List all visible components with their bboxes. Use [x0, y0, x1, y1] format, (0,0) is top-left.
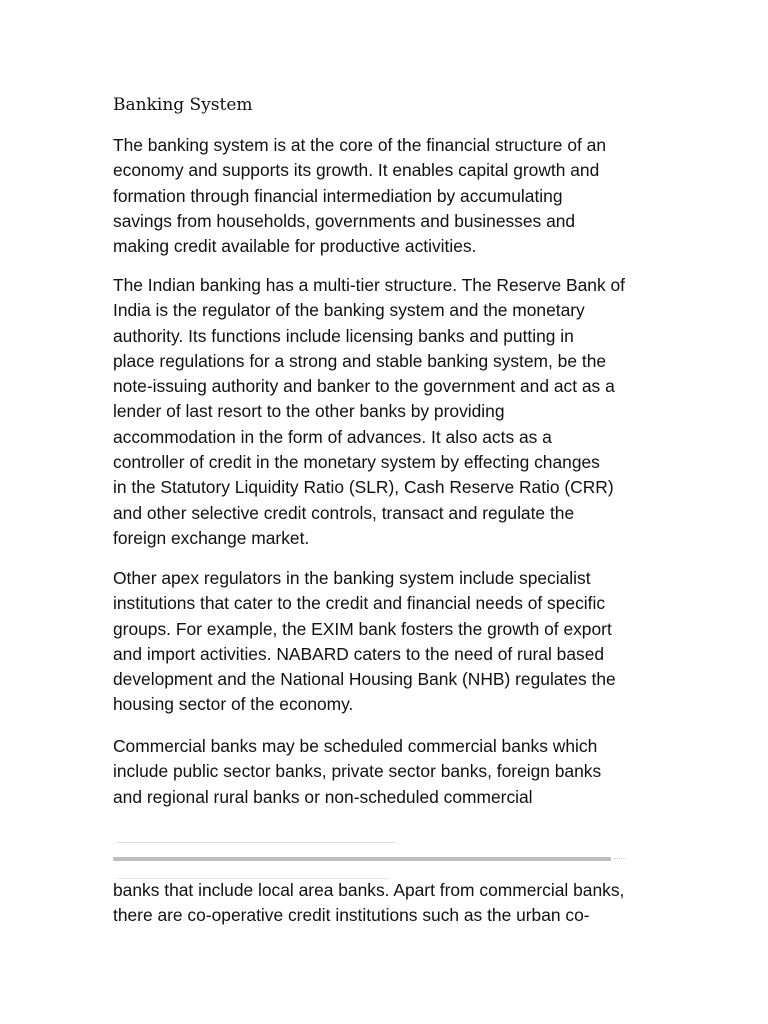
text-line: Other apex regulators in the banking system include specialist [113, 568, 591, 588]
paragraph-commercial-banks [113, 734, 673, 810]
text-line: foreign exchange market. [113, 527, 310, 548]
paragraph-banking-intro [113, 133, 673, 259]
text-line: Commercial banks may be scheduled commercial banks which [113, 736, 598, 756]
text-line: controller of credit in the monetary system by effecting changes [113, 452, 600, 473]
text-line: economy and supports its growth. It enables capital growth and [113, 160, 600, 181]
text-line: development and the National Housing Bank (NHB) regulates the [113, 669, 616, 690]
text-line: and regional rural banks or non-scheduled commercial [113, 786, 533, 807]
text-line: and import activities. NABARD caters to the need of rural based [113, 643, 605, 664]
text-line: authority. Its functions include licensing banks and putting in [113, 325, 574, 346]
text-line: savings from households, governments and businesses and [113, 210, 576, 231]
text-line: and other selective credit controls, transact and regulate the [113, 502, 575, 523]
text-line: making credit available for productive activities. [113, 236, 477, 257]
text-line: there are co-operative credit institutions such as the urban co- [113, 905, 590, 926]
text-line: institutions that cater to the credit and financial needs of specific [113, 593, 606, 614]
page-break-line-top [117, 842, 395, 843]
paragraph-continuation [113, 878, 673, 929]
text-line: include public sector banks, private sector banks, foreign banks [113, 761, 602, 782]
text-line: groups. For example, the EXIM bank fosters the growth of export [113, 618, 612, 639]
text-line: The banking system is at the core of the financial structure of an [113, 135, 606, 155]
text-line: formation through financial intermediation by accumulating [113, 185, 563, 206]
text-line: housing sector of the economy. [113, 694, 354, 715]
paragraph-indian-banking [113, 273, 673, 551]
document-heading: Banking System [113, 95, 253, 115]
text-line: in the Statutory Liquidity Ratio (SLR), Cash Reserve Ratio (CRR) [113, 477, 614, 498]
text-line: India is the regulator of the banking system and the monetary [113, 300, 585, 321]
page-break-dots [614, 858, 626, 861]
page-break-bar [113, 857, 611, 861]
text-line: lender of last resort to the other banks by providing [113, 401, 505, 422]
text-line: The Indian banking has a multi-tier structure. The Reserve Bank of [113, 275, 625, 295]
paragraph-apex-regulators [113, 566, 673, 718]
text-line: banks that include local area banks. Apart from commercial banks, [113, 880, 625, 900]
text-line: place regulations for a strong and stable banking system, be the [113, 350, 607, 371]
text-line: note-issuing authority and banker to the government and act as a [113, 376, 615, 397]
text-line: accommodation in the form of advances. It also acts as a [113, 426, 552, 447]
